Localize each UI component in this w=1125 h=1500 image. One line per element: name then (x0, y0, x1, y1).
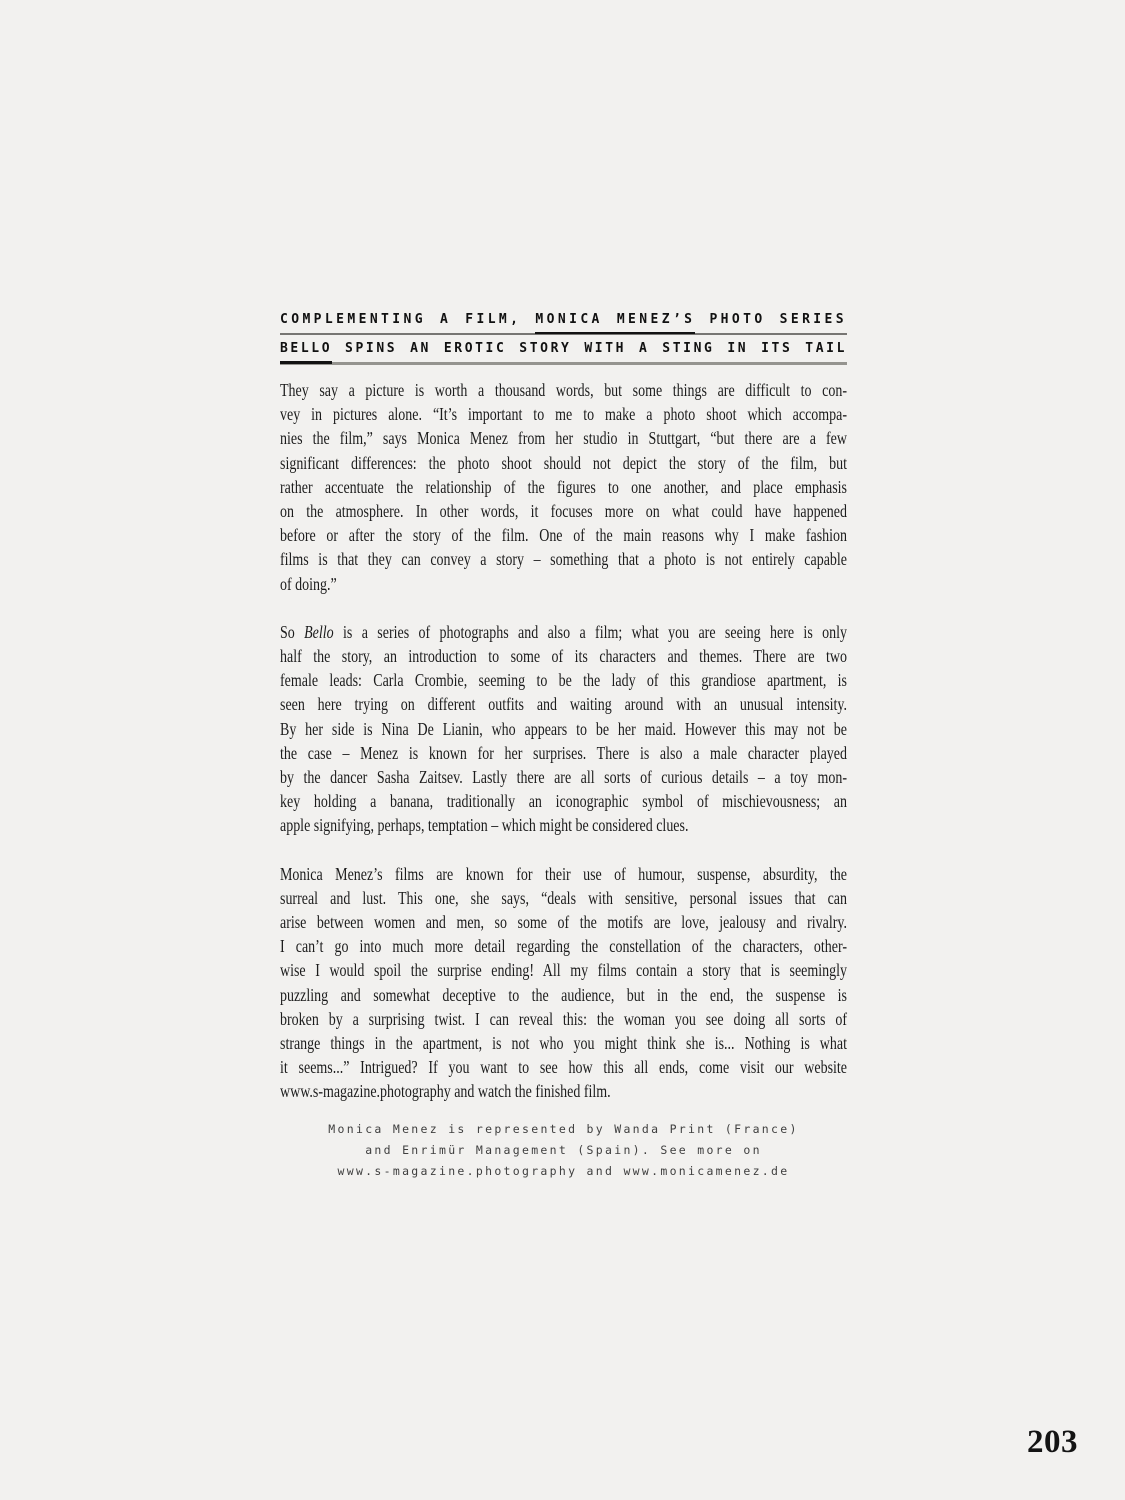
headline-text: SPINS AN EROTIC STORY WITH A STING IN ITS TAIL (332, 341, 847, 356)
body-line: key holding a banana, traditionally an iconographic symbol of mischievousness; an (280, 791, 847, 812)
series-title-italic: Bello (304, 621, 334, 642)
body-line: nies the film,” says Monica Menez from her studio in Stuttgart, “but there are a few (280, 428, 847, 449)
body-line (280, 620, 847, 644)
body-line: wise I would spoil the surprise ending! All my films contain a story that is seemingly (280, 960, 847, 981)
paragraph-1 (280, 378, 847, 596)
body-line: seen here trying on different outfits and waiting around with an unusual intensity. (280, 694, 847, 715)
body-line: the case – Menez is known for her surprises. There is also a male character played (280, 742, 847, 763)
headline-text: PHOTO SERIES (695, 312, 847, 327)
body-line: arise between women and men, so some of the motifs are love, jealousy and rivalry. (280, 912, 847, 933)
body-line: before or after the story of the film. One of the main reasons why I make fashion (280, 525, 847, 546)
body-line: They say a picture is worth a thousand words, but some things are difficult to con- (280, 380, 847, 400)
body-line: by the dancer Sasha Zaitsev. Lastly there are all sorts of curious details – a toy mon- (280, 767, 847, 788)
headline-series-title: BELLO (280, 341, 332, 364)
article-body (280, 378, 847, 1104)
body-line: broken by a surprising twist. I can reveal this: the woman you see doing all sorts of (280, 1008, 847, 1029)
headline-line-1 (280, 312, 847, 335)
representation-credits (280, 1119, 847, 1182)
article-headline (280, 312, 847, 365)
body-line: puzzling and somewhat deceptive to the audience, but in the end, the suspense is (280, 984, 847, 1005)
body-line: Monica Menez’s films are known for their use of humour, suspense, absurdity, the (280, 863, 847, 884)
body-line: significant differences: the photo shoot should not depict the story of the film, but (280, 452, 847, 473)
page-number: 203 (1027, 1424, 1078, 1460)
credit-line: Monica Menez is represented by Wanda Print (France) (328, 1122, 799, 1136)
body-line: half the story, an introduction to some of its characters and themes. There are two (280, 646, 847, 667)
body-line: it seems...” Intrigued? If you want to see how this all ends, come visit our website (280, 1057, 847, 1078)
body-line: female leads: Carla Crombie, seeming to be the lady of this grandiose apartment, is (280, 670, 847, 691)
headline-line-2 (280, 341, 847, 365)
body-line: films is that they can convey a story – something that a photo is not entirely capable (280, 549, 847, 570)
body-line: rather accentuate the relationship of the figures to one another, and place emphasis (280, 476, 847, 497)
body-line: of doing.” (280, 573, 337, 594)
body-line: on the atmosphere. In other words, it focuses more on what could have happened (280, 501, 847, 522)
body-line: vey in pictures alone. “It’s important to me to make a photo shoot which accompa- (280, 404, 847, 425)
paragraph-3 (280, 862, 847, 1104)
body-line: strange things in the apartment, is not who you might think she is... Nothing is what (280, 1033, 847, 1054)
body-line: apple signifying, perhaps, temptation – which might be considered clues. (280, 815, 689, 836)
body-line: surreal and lust. This one, she says, “deals with sensitive, personal issues that can (280, 887, 847, 908)
headline-artist-name: MONICA MENEZ’S (535, 312, 695, 334)
body-line: www.s-magazine.photography and watch the finished film. (280, 1081, 611, 1102)
headline-text: COMPLEMENTING A FILM, (280, 312, 536, 327)
body-text: is a series of photographs and also a film; what you are seeing here is only (333, 621, 847, 642)
credit-line: and Enrimür Management (Spain). See more on (365, 1143, 762, 1157)
paragraph-2 (280, 620, 847, 838)
credit-line: www.s-magazine.photography and www.monicamenez.de (337, 1164, 790, 1178)
body-text: So (280, 621, 305, 642)
body-line: By her side is Nina De Lianin, who appears to be her maid. However this may not be (280, 718, 847, 739)
body-line: I can’t go into much more detail regarding the constellation of the characters, other- (280, 936, 847, 957)
